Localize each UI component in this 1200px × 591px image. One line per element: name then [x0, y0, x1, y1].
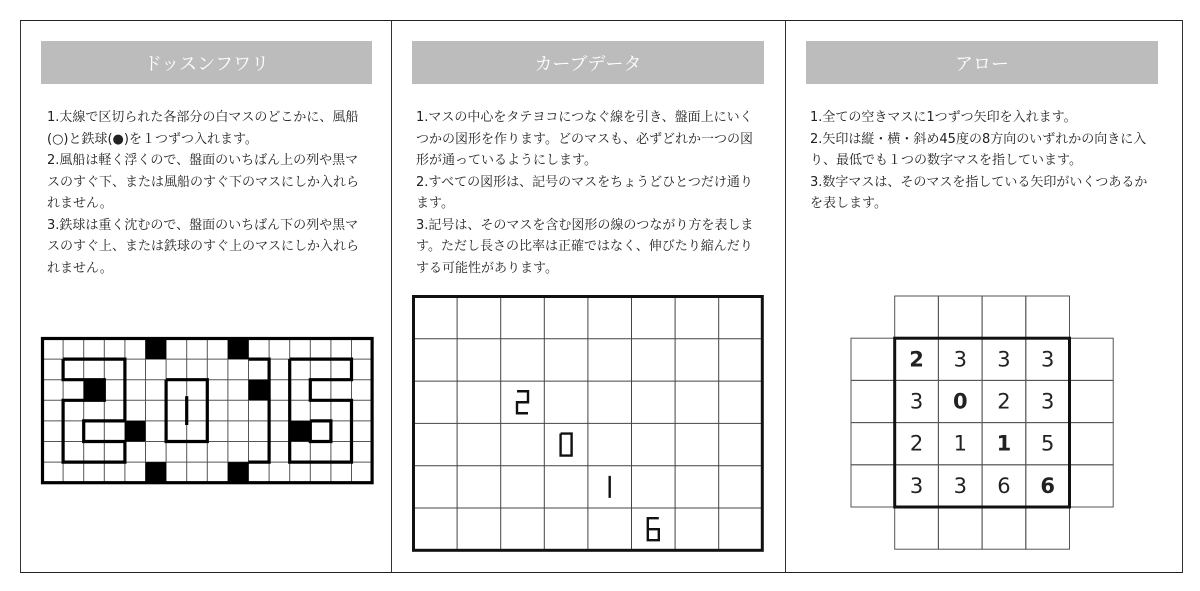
clue-symbol-0 [561, 434, 572, 456]
empty-cell [982, 296, 1026, 338]
rule-2: 2.すべての図形は、記号のマスをちょうどひとつだけ通ります。 [416, 174, 753, 211]
empty-cell [895, 507, 939, 549]
number-cell: 3 [953, 473, 967, 498]
region-border [290, 359, 352, 462]
number-cell: 1 [996, 431, 1012, 456]
black-cell [84, 380, 105, 401]
empty-cell [851, 380, 895, 422]
number-cell: 3 [1040, 389, 1055, 414]
rule-3: 3.記号は、そのマスを含む図形の線のつながり方を表します。ただし長さの比率は正確ではなく、伸びたり縮んだりする可能性があります。 [416, 217, 754, 276]
rule-3: 3.数字マスは、そのマスを指している矢印がいくつあるかを表します。 [810, 174, 1148, 211]
rules-text [47, 107, 369, 279]
empty-cell [851, 423, 895, 465]
rule-1: 1.マスの中心をタテヨコにつなぐ線を引き、盤面上にいくつかの図形を作ります。どのマスも、必ずどれか一つの図形が通っているようにします。 [416, 110, 753, 168]
empty-cell [851, 465, 895, 507]
panel-title: ドッスンフワリ [41, 41, 372, 84]
rule-1: 1.太線で区切られた各部分の白マスのどこかに、風船(○)と鉄球(●)を１つずつ入れます。 [47, 110, 359, 147]
number-cell: 6 [997, 473, 1011, 498]
dossun-fuwari-panel [21, 21, 392, 572]
empty-cell [1026, 296, 1070, 338]
number-cell: 3 [997, 347, 1011, 372]
number-cell: 2 [909, 347, 924, 372]
empty-cell [938, 507, 982, 549]
empty-cell [1070, 423, 1114, 465]
curve-data-panel [392, 21, 786, 572]
black-cell [228, 462, 249, 483]
number-cell: 6 [1040, 473, 1055, 498]
arrow-panel [786, 21, 1182, 572]
dossun-fuwari-board [41, 337, 374, 489]
puzzle-panels [20, 20, 1183, 573]
empty-cell [1070, 380, 1114, 422]
empty-cell [938, 296, 982, 338]
panel-title: アロー [806, 41, 1158, 84]
number-cell: 0 [952, 389, 968, 414]
curve-data-board [412, 295, 765, 552]
black-cell [146, 462, 167, 483]
black-cell [146, 339, 167, 360]
region-border [63, 359, 125, 462]
rule-3: 3.鉄球は重く沈むので、盤面のいちばん下の列や黒マスのすぐ上、または鉄球のすぐ上のマスにしか入れられません。 [47, 217, 360, 276]
number-cell: 1 [953, 431, 967, 456]
black-cell [290, 421, 311, 442]
number-cell: 3 [1040, 347, 1055, 372]
empty-cell [1026, 507, 1070, 549]
rule-2: 2.風船は軽く浮くので、盤面のいちばん上の列や黒マスのすぐ下、または風船のすぐ下のマスにしか入れられません。 [47, 153, 360, 211]
rules-text [810, 107, 1155, 215]
empty-cell [895, 296, 939, 338]
black-cell [249, 380, 270, 401]
black-cell [228, 339, 249, 360]
rule-1: 1.全ての空きマスに1つずつ矢印を入れます。 [810, 110, 1077, 125]
empty-cell [1070, 465, 1114, 507]
clue-symbol-2 [517, 391, 528, 413]
number-cell: 2 [997, 389, 1011, 414]
number-cell: 2 [909, 431, 924, 456]
panel-title: カーブデータ [412, 41, 764, 84]
region-border [310, 421, 331, 442]
region-border [249, 359, 270, 462]
black-cell [125, 421, 146, 442]
arrow-board [850, 295, 1113, 552]
number-cell: 5 [1040, 431, 1055, 456]
empty-cell [851, 338, 895, 380]
empty-cell [982, 507, 1026, 549]
rule-2: 2.矢印は縦・横・斜め45度の8方向のいずれかの向きに入り、最低でも１つの数字マスを指しています。 [810, 131, 1147, 168]
number-cell: 3 [909, 389, 924, 414]
rules-text [416, 107, 761, 279]
empty-cell [1070, 338, 1114, 380]
number-cell: 3 [953, 347, 967, 372]
clue-symbol-6 [648, 518, 659, 540]
number-cell: 3 [909, 473, 924, 498]
